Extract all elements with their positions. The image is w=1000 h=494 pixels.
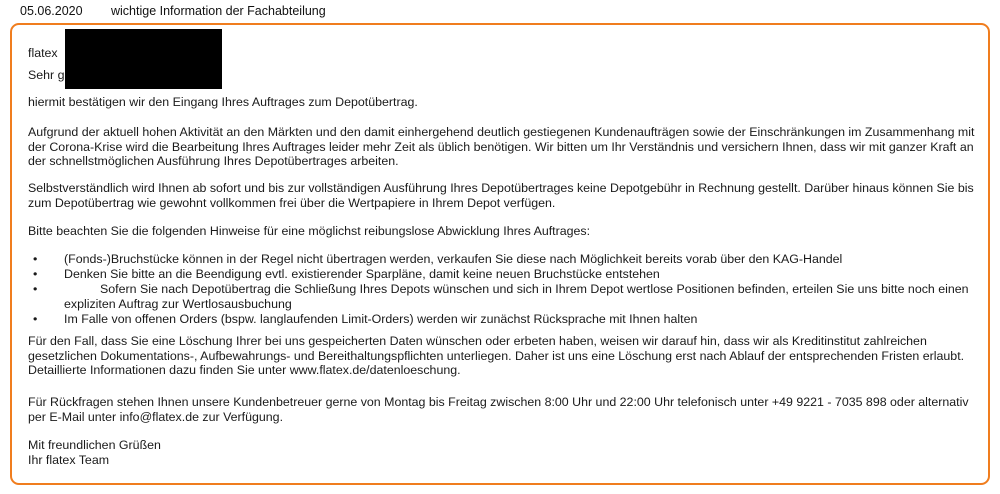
mail-header <box>0 2 1000 20</box>
list-item <box>28 282 984 311</box>
letter-panel <box>10 23 990 485</box>
salutation-greeting: Sehr g <box>28 68 65 82</box>
redaction-box <box>65 29 222 89</box>
letter-body <box>12 25 988 483</box>
paragraph-intro: hiermit bestätigen wir den Eingang Ihres Auftrages zum Depotübertrag. <box>28 95 418 109</box>
bullet-marker-icon: • <box>33 311 38 326</box>
list-item-text: Denken Sie bitte an die Beendigung evtl. existierender Sparpläne, damit keine neuen Bruchstücke entstehen <box>64 267 660 282</box>
closing-line-1: Mit freundlichen Grüßen <box>28 438 161 452</box>
paragraph-datenloeschung: Für den Fall, dass Sie eine Löschung Ihrer bei uns gespeicherten Daten wünschen oder erbeten haben, weisen wir darauf hin, dass wir als Kreditinstitut zahlreichen gesetzlichen Dokumentations-, Aufbewahrungs- und Bereithaltungspflichten unterliegen. Daher ist uns eine Löschung erst nach Ablauf der entsprechenden Fristen erlaubt. Detaillierte Informationen dazu finden Sie unter www.flatex.de/datenloeschung. <box>28 334 968 378</box>
mail-date: 05.06.2020 <box>20 4 83 18</box>
bullet-marker-icon: • <box>33 267 38 282</box>
paragraph-corona: Aufgrund der aktuell hohen Aktivität an den Märkten und den damit einhergehend deutlich gestiegenen Kundenaufträgen sowie der Einschränkungen im Zusammenhang mit der Corona-Krise wird die Bearbeitung Ihres Auftrages leider mehr Zeit als üblich benötigen. Wir bitten um Ihr Verständnis und versichern Ihnen, dass wir mit ganzer Kraft an der schnellstmöglichen Ausführung Ihres Depotübertrages arbeiten. <box>28 125 978 169</box>
bullet-marker-icon: • <box>33 252 38 266</box>
hinweise-bullet-list <box>28 252 984 327</box>
list-item-text: (Fonds-)Bruchstücke können in der Regel nicht übertragen werden, verkaufen Sie diese nach Möglichkeit bereits vorab über den KAG-Handel <box>64 252 843 266</box>
list-item <box>28 312 984 327</box>
paragraph-depotgebuehr: Selbstverständlich wird Ihnen ab sofort und bis zur vollständigen Ausführung Ihres Depotübertrages keine Depotgebühr in Rechnung gestellt. Darüber hinaus können Sie bis zum Depotübertrag wie gewohnt vollkommen frei über die Wertpapiere in Ihrem Depot verfügen. <box>28 181 978 210</box>
list-item-text: Im Falle von offenen Orders (bspw. langlaufenden Limit-Orders) werden wir zunächst Rücksprache mit Ihnen halten <box>64 311 698 326</box>
list-item <box>28 252 984 267</box>
bullet-marker-icon: • <box>33 282 38 297</box>
mail-subject: wichtige Information der Fachabteilung <box>111 4 326 18</box>
closing-block <box>28 438 161 467</box>
closing-line-2: Ihr flatex Team <box>28 452 110 467</box>
paragraph-hinweise-intro: Bitte beachten Sie die folgenden Hinweise für eine möglichst reibungslose Abwicklung Ihres Auftrages: <box>28 224 591 238</box>
list-item-text: Sofern Sie nach Depotübertrag die Schließung Ihres Depots wünschen und sich in Ihrem Depot wertlose Positionen befinden, erteilen Sie uns bitte noch einen expliziten Auftrag zur Wertlosausbuchung <box>64 282 969 311</box>
list-item <box>28 267 984 282</box>
paragraph-kontakt: Für Rückfragen stehen Ihnen unsere Kundenbetreuer gerne von Montag bis Freitag zwischen 8:00 Uhr und 22:00 Uhr telefonisch unter +49 9221 - 7035 898 oder alternativ per E-Mail unter info@flatex.de zur Verfügung. <box>28 395 973 424</box>
brand-name: flatex <box>28 46 58 60</box>
